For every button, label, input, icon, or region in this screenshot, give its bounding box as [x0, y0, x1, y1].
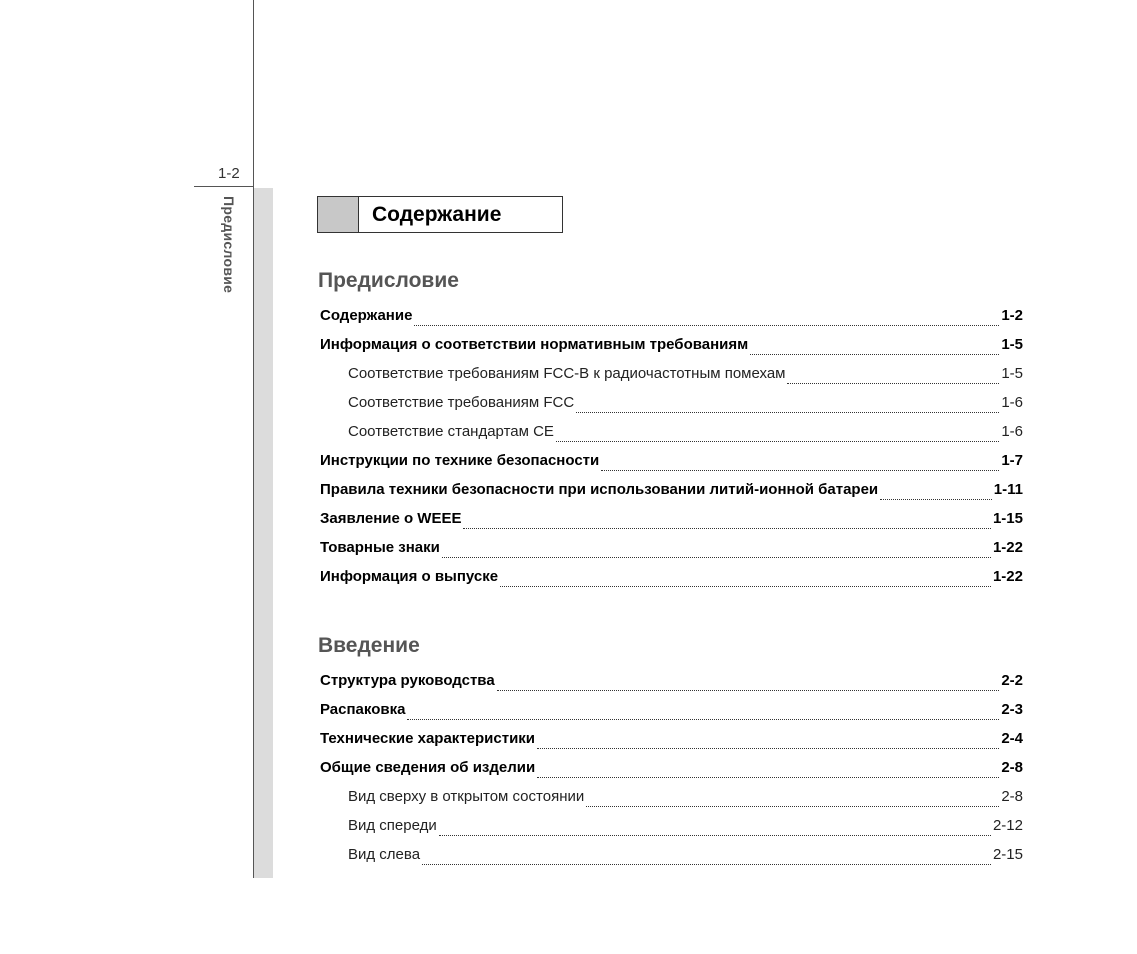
toc-entry-label: Вид спереди: [348, 817, 437, 834]
title-swatch: [318, 197, 359, 232]
toc-entry[interactable]: [320, 568, 1023, 597]
toc-leader-dots: [537, 747, 999, 749]
toc-leader-dots: [750, 353, 999, 355]
toc-entry-page: 2-8: [1001, 759, 1023, 776]
toc-entry-page: 2-2: [1001, 672, 1023, 689]
toc-leader-dots: [497, 689, 1000, 691]
toc-entry-page: 2-3: [1001, 701, 1023, 718]
toc-entry[interactable]: [320, 701, 1023, 730]
toc-list-preface: [320, 307, 1023, 597]
toc-entry[interactable]: [320, 817, 1023, 846]
toc-leader-dots: [442, 556, 991, 558]
toc-entry-label: Общие сведения об изделии: [320, 759, 536, 776]
toc-entry-page: 1-5: [1001, 336, 1023, 353]
toc-entry-label: Вид слева: [348, 846, 421, 863]
toc-entry-label: Информация о соответствии нормативным требованиям: [320, 336, 749, 353]
toc-entry-page: 1-22: [992, 539, 1023, 556]
toc-entry[interactable]: [320, 307, 1023, 336]
toc-entry[interactable]: [320, 510, 1023, 539]
toc-entry-label: Товарные знаки: [320, 539, 440, 556]
toc-leader-dots: [463, 527, 990, 529]
toc-entry[interactable]: [320, 336, 1023, 365]
toc-leader-dots: [586, 805, 999, 807]
toc-entry-page: 2-4: [1001, 730, 1023, 747]
toc-entry-page: 1-22: [992, 568, 1023, 585]
toc-entry[interactable]: [320, 730, 1023, 759]
toc-list-introduction: [320, 672, 1023, 875]
toc-leader-dots: [601, 469, 999, 471]
toc-entry-page: 1-15: [992, 510, 1023, 527]
toc-entry-label: Соответствие требованиям FCC-B к радиочастотным помехам: [348, 365, 786, 382]
toc-entry-label: Вид сверху в открытом состоянии: [348, 788, 585, 805]
toc-entry[interactable]: [320, 846, 1023, 875]
section-heading-introduction: Введение: [318, 634, 420, 657]
toc-leader-dots: [537, 776, 999, 778]
toc-entry-page: 2-8: [1001, 788, 1023, 805]
page-number-rule: [194, 186, 254, 187]
toc-leader-dots: [880, 498, 992, 500]
toc-entry[interactable]: [320, 452, 1023, 481]
toc-leader-dots: [787, 382, 999, 384]
toc-entry[interactable]: [320, 788, 1023, 817]
toc-entry[interactable]: [320, 539, 1023, 568]
toc-entry-label: Инструкции по технике безопасности: [320, 452, 600, 469]
toc-entry-label: Структура руководства: [320, 672, 495, 689]
chapter-side-label: Предисловие: [221, 196, 237, 294]
toc-leader-dots: [407, 718, 999, 720]
toc-entry[interactable]: [320, 365, 1023, 394]
section-heading-preface: Предисловие: [318, 269, 459, 292]
toc-leader-dots: [439, 834, 991, 836]
page-title-box: [317, 196, 563, 233]
toc-entry[interactable]: [320, 481, 1023, 510]
toc-entry-label: Технические характеристики: [320, 730, 536, 747]
page-number: 1-2: [218, 165, 240, 182]
toc-entry-page: 1-7: [1001, 452, 1023, 469]
toc-entry-page: 1-5: [1001, 365, 1023, 382]
toc-leader-dots: [576, 411, 999, 413]
toc-entry-label: Правила техники безопасности при использовании литий-ионной батареи: [320, 481, 879, 498]
toc-entry-label: Информация о выпуске: [320, 568, 499, 585]
toc-entry-label: Распаковка: [320, 701, 406, 718]
toc-leader-dots: [422, 863, 991, 865]
toc-entry-page: 1-11: [993, 481, 1023, 498]
toc-entry-page: 1-6: [1001, 423, 1023, 440]
toc-leader-dots: [556, 440, 999, 442]
toc-leader-dots: [414, 324, 999, 326]
toc-entry[interactable]: [320, 672, 1023, 701]
toc-entry-label: Содержание: [320, 307, 413, 324]
margin-bar: [254, 188, 273, 878]
toc-leader-dots: [500, 585, 991, 587]
toc-entry-page: 1-6: [1001, 394, 1023, 411]
toc-entry[interactable]: [320, 759, 1023, 788]
toc-entry-label: Заявление о WEEE: [320, 510, 462, 527]
toc-entry-page: 2-12: [992, 817, 1023, 834]
toc-entry-page: 1-2: [1001, 307, 1023, 324]
toc-entry[interactable]: [320, 423, 1023, 452]
toc-entry-label: Соответствие требованиям FCC: [348, 394, 575, 411]
page-title: Содержание: [372, 203, 502, 226]
toc-entry-page: 2-15: [992, 846, 1023, 863]
toc-entry[interactable]: [320, 394, 1023, 423]
toc-entry-label: Соответствие стандартам CE: [348, 423, 554, 440]
